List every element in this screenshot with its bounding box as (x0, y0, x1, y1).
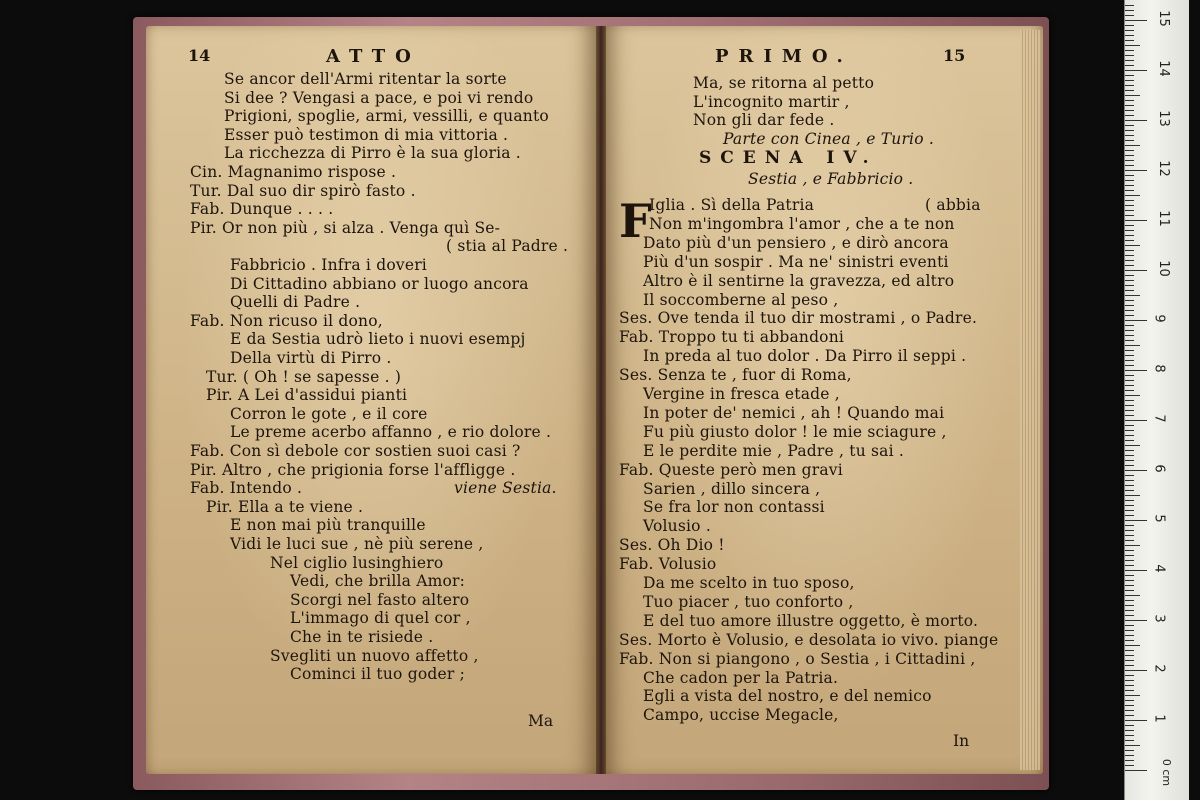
ruler-minor-tick (1125, 665, 1134, 666)
ruler-major-tick (1125, 470, 1147, 471)
ruler-minor-tick (1125, 755, 1134, 756)
ruler-minor-tick (1125, 750, 1134, 751)
ruler-minor-tick (1125, 715, 1134, 716)
ruler-minor-tick (1125, 80, 1134, 81)
ruler-major-tick (1125, 670, 1147, 671)
ruler-minor-tick (1125, 585, 1134, 586)
ruler-number: 5 (1151, 514, 1167, 523)
ruler-minor-tick (1125, 710, 1134, 711)
text-line: Fab. Queste però men gravi (619, 460, 843, 479)
ruler-minor-tick (1125, 760, 1134, 761)
text-line: Fab. Dunque . . . . (190, 200, 334, 219)
ruler-minor-tick (1125, 540, 1134, 541)
ruler-minor-tick (1125, 180, 1134, 181)
ruler-minor-tick (1125, 390, 1134, 391)
ruler-minor-tick (1125, 30, 1134, 31)
text-line: Fab. Con sì debole cor sostien suoi casi ? (190, 442, 521, 460)
ruler-minor-tick (1125, 65, 1134, 66)
ruler-minor-tick (1125, 440, 1134, 441)
ruler-minor-tick (1125, 275, 1134, 276)
text-line: Ses. Morto è Volusio, e desolata io vivo. piange (619, 630, 999, 649)
text-line: Tur. Dal suo dir spirò fasto . (190, 181, 416, 200)
scene-characters: Sestia , e Fabbricio . (748, 170, 914, 188)
ruler-minor-tick (1125, 485, 1134, 486)
ruler-major-tick (1125, 220, 1147, 221)
text-line: Ses. Senza te , fuor di Roma, (619, 366, 852, 385)
ruler-minor-tick (1125, 725, 1134, 726)
ruler-minor-tick (1125, 610, 1134, 611)
ruler-minor-tick (1125, 5, 1134, 6)
ruler-minor-tick (1125, 10, 1134, 11)
ruler-minor-tick (1125, 345, 1140, 346)
ruler-minor-tick (1125, 55, 1134, 56)
ruler-unit-label: 0 cm (1160, 758, 1174, 787)
ruler-minor-tick (1125, 765, 1134, 766)
ruler-minor-tick (1125, 655, 1134, 656)
text-line: ( stia al Padre . (446, 237, 569, 256)
ruler-minor-tick (1125, 155, 1134, 156)
text-line: In preda al tuo dolor . Da Pirro il seppi . (643, 347, 967, 366)
ruler-major-tick (1125, 20, 1147, 21)
ruler-minor-tick (1125, 205, 1134, 206)
text-line: Campo, uccise Megacle, (643, 706, 839, 725)
text-line: Esser può testimon di mia vittoria . (224, 125, 509, 144)
ruler-minor-tick (1125, 455, 1134, 456)
ruler-minor-tick (1125, 515, 1134, 516)
text-line: E non mai più tranquille (230, 516, 426, 535)
text-line: Svegliti un nuovo affetto , (270, 646, 479, 665)
ruler-minor-tick (1125, 530, 1134, 531)
text-line: Fab. Non si piangono , o Sestia , i Cittadini , (619, 649, 976, 668)
ruler-minor-tick (1125, 730, 1134, 731)
text-line: Altro è il sentirne la gravezza, ed altro (643, 271, 955, 290)
ruler-minor-tick (1125, 675, 1134, 676)
ruler-minor-tick (1125, 260, 1134, 261)
text-line: Dato più d'un pensiero , e dirò ancora (643, 233, 949, 252)
ruler-major-tick (1125, 70, 1147, 71)
text-line: Fab. Intendo . (190, 479, 303, 498)
text-line: Pir. Ella a te viene . (206, 497, 364, 516)
running-head: ATTO (326, 46, 421, 67)
ruler-minor-tick (1125, 525, 1134, 526)
stage-direction: Parte con Cinea , e Turio . (723, 129, 935, 148)
ruler-minor-tick (1125, 265, 1134, 266)
ruler-minor-tick (1125, 480, 1134, 481)
ruler-minor-tick (1125, 105, 1134, 106)
ruler-major-tick (1125, 120, 1147, 121)
ruler-minor-tick (1125, 200, 1134, 201)
text-line: Della virtù di Pirro . (230, 349, 392, 367)
ruler-minor-tick (1125, 410, 1134, 411)
ruler-minor-tick (1125, 745, 1140, 746)
text-line: Sarien , dillo sincera , (643, 479, 821, 498)
ruler-minor-tick (1125, 335, 1134, 336)
ruler-minor-tick (1125, 160, 1134, 161)
text-line: Fab. Volusio (619, 555, 717, 574)
ruler-minor-tick (1125, 555, 1134, 556)
ruler-minor-tick (1125, 135, 1134, 136)
ruler-minor-tick (1125, 475, 1134, 476)
text-line: Non gli dar fede . (693, 111, 835, 130)
ruler-minor-tick (1125, 400, 1134, 401)
ruler-number: 8 (1151, 364, 1167, 373)
ruler-minor-tick (1125, 365, 1134, 366)
ruler-major-tick (1125, 520, 1147, 521)
text-line: Prigioni, spoglie, armi, vessilli, e quanto (224, 107, 549, 126)
ruler-major-tick (1125, 720, 1147, 721)
ruler-minor-tick (1125, 695, 1140, 696)
text-line: Pir. Altro , che prigionia forse l'affligge . (190, 460, 516, 479)
text-line: Ses. Ove tenda il tuo dir mostrami , o Padre. (619, 309, 978, 328)
ruler-minor-tick (1125, 700, 1134, 701)
ruler-minor-tick (1125, 605, 1134, 606)
ruler-minor-tick (1125, 315, 1134, 316)
text-line: Quelli di Padre . (230, 293, 361, 312)
ruler-minor-tick (1125, 550, 1134, 551)
ruler-minor-tick (1125, 490, 1134, 491)
text-line: La ricchezza di Pirro è la sua gloria . (224, 144, 521, 163)
ruler-minor-tick (1125, 360, 1134, 361)
ruler-minor-tick (1125, 185, 1134, 186)
ruler-minor-tick (1125, 595, 1140, 596)
text-line: Il soccomberne al peso , (643, 290, 839, 309)
ruler-minor-tick (1125, 740, 1134, 741)
ruler-minor-tick (1125, 195, 1140, 196)
ruler-minor-tick (1125, 130, 1134, 131)
text-line: Fu più giusto dolor ! le mie sciagure , (643, 422, 947, 441)
ruler-minor-tick (1125, 545, 1140, 546)
ruler-minor-tick (1125, 580, 1134, 581)
text-line: Pir. A Lei d'assidui pianti (206, 386, 408, 405)
text-line: Pir. Or non più , si alza . Venga quì Se- (190, 218, 501, 237)
text-line: Vidi le luci sue , nè più serene , (230, 535, 484, 553)
ruler-minor-tick (1125, 465, 1134, 466)
text-line: Che in te risiede . (290, 628, 434, 646)
ruler-minor-tick (1125, 660, 1134, 661)
ruler-minor-tick (1125, 190, 1134, 191)
ruler-minor-tick (1125, 705, 1134, 706)
ruler-minor-tick (1125, 450, 1134, 451)
ruler-minor-tick (1125, 510, 1134, 511)
ruler-minor-tick (1125, 590, 1134, 591)
ruler-number: 1 (1151, 714, 1167, 723)
ruler-minor-tick (1125, 325, 1134, 326)
text-line: Le preme acerbo affanno , e rio dolore . (230, 423, 552, 442)
ruler-minor-tick (1125, 310, 1134, 311)
text-line: Fab. Non ricuso il dono, (190, 311, 383, 330)
ruler-minor-tick (1125, 95, 1140, 96)
ruler-minor-tick (1125, 505, 1134, 506)
ruler-minor-tick (1125, 150, 1134, 151)
ruler-minor-tick (1125, 495, 1140, 496)
text-line: E le perdite mie , Padre , tu sai . (643, 441, 905, 460)
right-page (603, 26, 1043, 774)
text-line: L'immago di quel cor , (290, 609, 471, 628)
ruler-minor-tick (1125, 650, 1134, 651)
running-head: PRIMO. (715, 46, 853, 67)
ruler-minor-tick (1125, 385, 1134, 386)
ruler-minor-tick (1125, 75, 1134, 76)
ruler-minor-tick (1125, 735, 1134, 736)
ruler-minor-tick (1125, 645, 1140, 646)
ruler-minor-tick (1125, 125, 1134, 126)
catchword: Ma (528, 712, 554, 730)
ruler-number: 4 (1151, 564, 1167, 573)
text-line: Se fra lor non contassi (643, 498, 825, 517)
ruler-minor-tick (1125, 145, 1140, 146)
text-line: Fab. Troppo tu ti abbandoni (619, 328, 845, 347)
ruler-minor-tick (1125, 295, 1140, 296)
ruler-number: 12 (1155, 160, 1171, 177)
ruler-minor-tick (1125, 230, 1134, 231)
text-line: Egli a vista del nostro, e del nemico (643, 687, 932, 706)
ruler-minor-tick (1125, 225, 1134, 226)
ruler-number: 3 (1151, 614, 1167, 623)
ruler-minor-tick (1125, 245, 1140, 246)
text-line: Volusio . (643, 517, 711, 536)
text-line: Ses. Oh Dio ! (619, 536, 725, 555)
ruler-minor-tick (1125, 280, 1134, 281)
ruler-minor-tick (1125, 15, 1134, 16)
ruler-minor-tick (1125, 60, 1134, 61)
text-line: Ma, se ritorna al petto (693, 74, 875, 92)
book-gutter (596, 26, 606, 774)
ruler-minor-tick (1125, 640, 1134, 641)
ruler-minor-tick (1125, 250, 1134, 251)
scene-heading: SCENA IV. (699, 148, 878, 168)
ruler-minor-tick (1125, 625, 1134, 626)
ruler-number: 13 (1155, 110, 1171, 127)
text-line: ( abbia (925, 196, 981, 214)
ruler-major-tick (1125, 570, 1147, 571)
ruler-minor-tick (1125, 85, 1134, 86)
ruler-minor-tick (1125, 215, 1134, 216)
ruler-minor-tick (1125, 175, 1134, 176)
ruler-number: 10 (1155, 260, 1171, 277)
ruler-minor-tick (1125, 110, 1134, 111)
ruler-major-tick (1125, 770, 1147, 771)
ruler-minor-tick (1125, 240, 1134, 241)
ruler-minor-tick (1125, 90, 1134, 91)
text-line: Iglia . Sì della Patria (649, 196, 815, 214)
ruler-minor-tick (1125, 445, 1140, 446)
text-line: Vedi, che brilla Amor: (290, 572, 466, 591)
ruler-minor-tick (1125, 350, 1134, 351)
text-line: Che cadon per la Patria. (643, 668, 839, 687)
ruler-minor-tick (1125, 290, 1134, 291)
ruler-minor-tick (1125, 165, 1134, 166)
text-line: E del tuo amore illustre oggetto, è morto. (643, 611, 979, 630)
ruler-minor-tick (1125, 285, 1134, 286)
ruler-minor-tick (1125, 405, 1134, 406)
text-line: Tur. ( Oh ! se sapesse . ) (206, 367, 402, 386)
ruler-number: 11 (1155, 210, 1171, 227)
ruler-minor-tick (1125, 50, 1134, 51)
ruler-minor-tick (1125, 685, 1134, 686)
ruler-number: 2 (1151, 664, 1167, 673)
text-line: Da me scelto in tuo sposo, (643, 574, 855, 592)
ruler-minor-tick (1125, 300, 1134, 301)
ruler-minor-tick (1125, 690, 1134, 691)
ruler-minor-tick (1125, 330, 1134, 331)
ruler-major-tick (1125, 270, 1147, 271)
page-number: 15 (943, 46, 966, 65)
text-line: Tuo piacer , tuo conforto , (643, 592, 854, 611)
text-line: Vergine in fresca etade , (643, 385, 840, 403)
ruler-minor-tick (1125, 115, 1134, 116)
catchword: In (953, 732, 970, 750)
ruler-minor-tick (1125, 635, 1134, 636)
ruler-minor-tick (1125, 430, 1134, 431)
ruler-number: 15 (1155, 10, 1171, 27)
drop-capital: F (619, 194, 652, 248)
text-line: In poter de' nemici , ah ! Quando mai (643, 403, 945, 422)
ruler-minor-tick (1125, 25, 1134, 26)
ruler-minor-tick (1125, 340, 1134, 341)
text-line: Non m'ingombra l'amor , che a te non (649, 214, 955, 233)
ruler-minor-tick (1125, 565, 1134, 566)
text-line: Più d'un sospir . Ma ne' sinistri eventi (643, 252, 949, 271)
ruler-minor-tick (1125, 600, 1134, 601)
text-line: Cominci il tuo goder ; (290, 665, 466, 684)
ruler-minor-tick (1125, 500, 1134, 501)
ruler-minor-tick (1125, 535, 1134, 536)
ruler-minor-tick (1125, 395, 1140, 396)
stage-direction: viene Sestia. (454, 479, 557, 498)
ruler-number: 14 (1155, 60, 1171, 77)
ruler-minor-tick (1125, 435, 1134, 436)
ruler-major-tick (1125, 320, 1147, 321)
text-line: Cin. Magnanimo rispose . (190, 163, 397, 181)
ruler-minor-tick (1125, 355, 1134, 356)
ruler-minor-tick (1125, 575, 1134, 576)
ruler-major-tick (1125, 420, 1147, 421)
ruler-minor-tick (1125, 460, 1134, 461)
ruler-minor-tick (1125, 45, 1140, 46)
measuring-ruler (1124, 0, 1189, 800)
ruler-major-tick (1125, 170, 1147, 171)
text-line: L'incognito martir , (693, 92, 850, 111)
text-line: Se ancor dell'Armi ritentar la sorte (224, 70, 507, 88)
text-line: Nel ciglio lusinghiero (270, 553, 444, 572)
ruler-minor-tick (1125, 415, 1134, 416)
ruler-minor-tick (1125, 680, 1134, 681)
text-line: Corron le gote , e il core (230, 404, 428, 423)
ruler-minor-tick (1125, 35, 1134, 36)
text-line: Di Cittadino abbiano or luogo ancora (230, 274, 529, 293)
text-line: Si dee ? Vengasi a pace, e poi vi rendo (224, 88, 534, 107)
ruler-minor-tick (1125, 615, 1134, 616)
ruler-major-tick (1125, 370, 1147, 371)
ruler-minor-tick (1125, 425, 1134, 426)
ruler-number: 6 (1151, 464, 1167, 473)
text-line: Scorgi nel fasto altero (290, 590, 470, 609)
text-line: E da Sestia udrò lieto i nuovi esempj (230, 330, 526, 349)
page-number: 14 (188, 46, 211, 65)
ruler-minor-tick (1125, 100, 1134, 101)
ruler-number: 7 (1151, 414, 1167, 423)
page-edges (1020, 30, 1040, 770)
ruler-minor-tick (1125, 630, 1134, 631)
ruler-minor-tick (1125, 40, 1134, 41)
ruler-minor-tick (1125, 380, 1134, 381)
left-page (146, 26, 598, 774)
ruler-minor-tick (1125, 255, 1134, 256)
ruler-number: 9 (1151, 314, 1167, 323)
ruler-minor-tick (1125, 305, 1134, 306)
ruler-minor-tick (1125, 235, 1134, 236)
ruler-minor-tick (1125, 375, 1134, 376)
ruler-minor-tick (1125, 140, 1134, 141)
ruler-minor-tick (1125, 560, 1134, 561)
ruler-minor-tick (1125, 210, 1134, 211)
text-line: Fabbricio . Infra i doveri (230, 256, 427, 274)
ruler-major-tick (1125, 620, 1147, 621)
